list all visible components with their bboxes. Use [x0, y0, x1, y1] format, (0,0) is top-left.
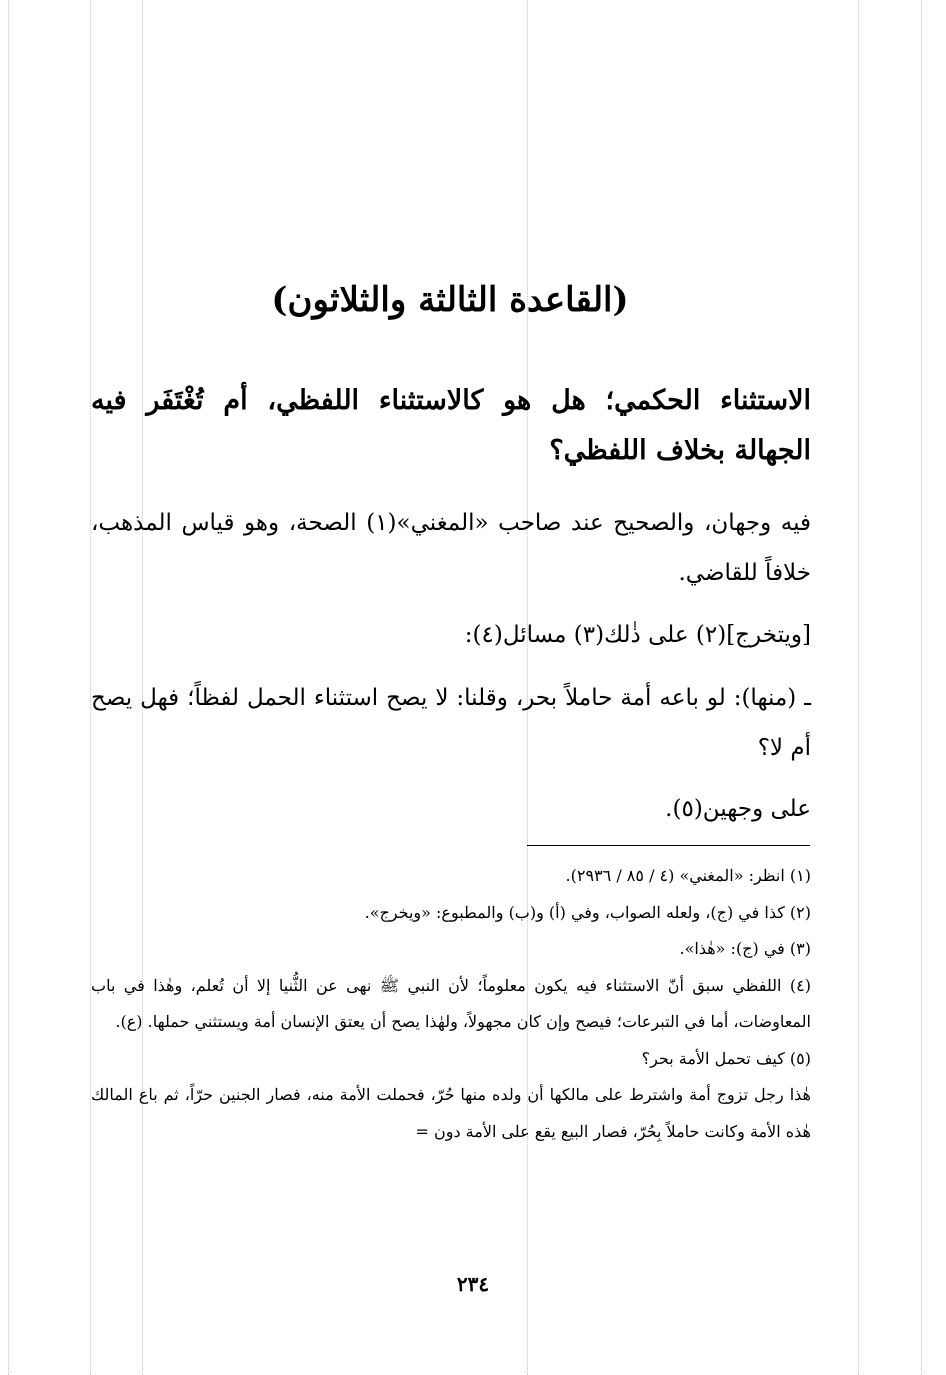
- rule-question-heading: الاستثناء الحكمي؛ هل هو كالاستثناء اللفظي، أم تُغْتَفَر فيه الجهالة بخلاف اللفظي؟: [91, 385, 811, 466]
- footnote: (٢) كذا في (ج)، ولعله الصواب، وفي (أ) و(ب) والمطبوع: «ويخرج».: [364, 902, 811, 922]
- footnotes: [91, 858, 811, 1150]
- page-number: ٢٣٤: [456, 1272, 490, 1296]
- footnote-separator: [527, 845, 810, 846]
- footnote: (٣) في (ج): «هٰذا».: [679, 939, 811, 958]
- footnote: (٤) اللفظي سبق أنّ الاستثناء فيه يكون معلوماً؛ لأن النبي ﷺ نهى عن الثُّنيا إلا أن تُعلم، وهٰذا في باب المعاوضات، أما في التبرعات؛ فيصح وإن كان مجهولاً، ولهٰذا يصح أن يعتق الإنسان أمة ويستثني حملها. (ع).: [91, 975, 811, 1031]
- rule-title: (القاعدة الثالثة والثلاثون): [271, 280, 629, 320]
- footnote-continuation: هٰذا رجل تزوج أمة واشترط على مالكها أن ولده منها حُرّ، فحملت الأمة منه، فصار الجنين حرّاً، ثم باع المالك هٰذه الأمة وكانت حاملاً بِحُرّ، فصار البيع يقع على الأمة دون =: [91, 1085, 811, 1141]
- footnote: (٥) كيف تحمل الأمة بحر؟: [641, 1048, 811, 1068]
- body-paragraph: فيه وجهان، والصحيح عند صاحب «المغني»(١) الصحة، وهو قياس المذهب، خلافاً للقاضي.: [91, 510, 812, 586]
- body-paragraph: على وجهين(٥).: [665, 796, 811, 822]
- body-paragraph: ـ (منها): لو باعه أمة حاملاً بحر، وقلنا: لا يصح استثناء الحمل لفظاً؛ فهل يصح أم لا؟: [91, 685, 811, 761]
- footnote: (١) انظر: «المغني» (٤ / ٨٥ / ٢٩٣٦).: [565, 866, 811, 885]
- body-paragraph: [ويتخرج](٢) على ذٰلك(٣) مسائل(٤):: [464, 622, 811, 648]
